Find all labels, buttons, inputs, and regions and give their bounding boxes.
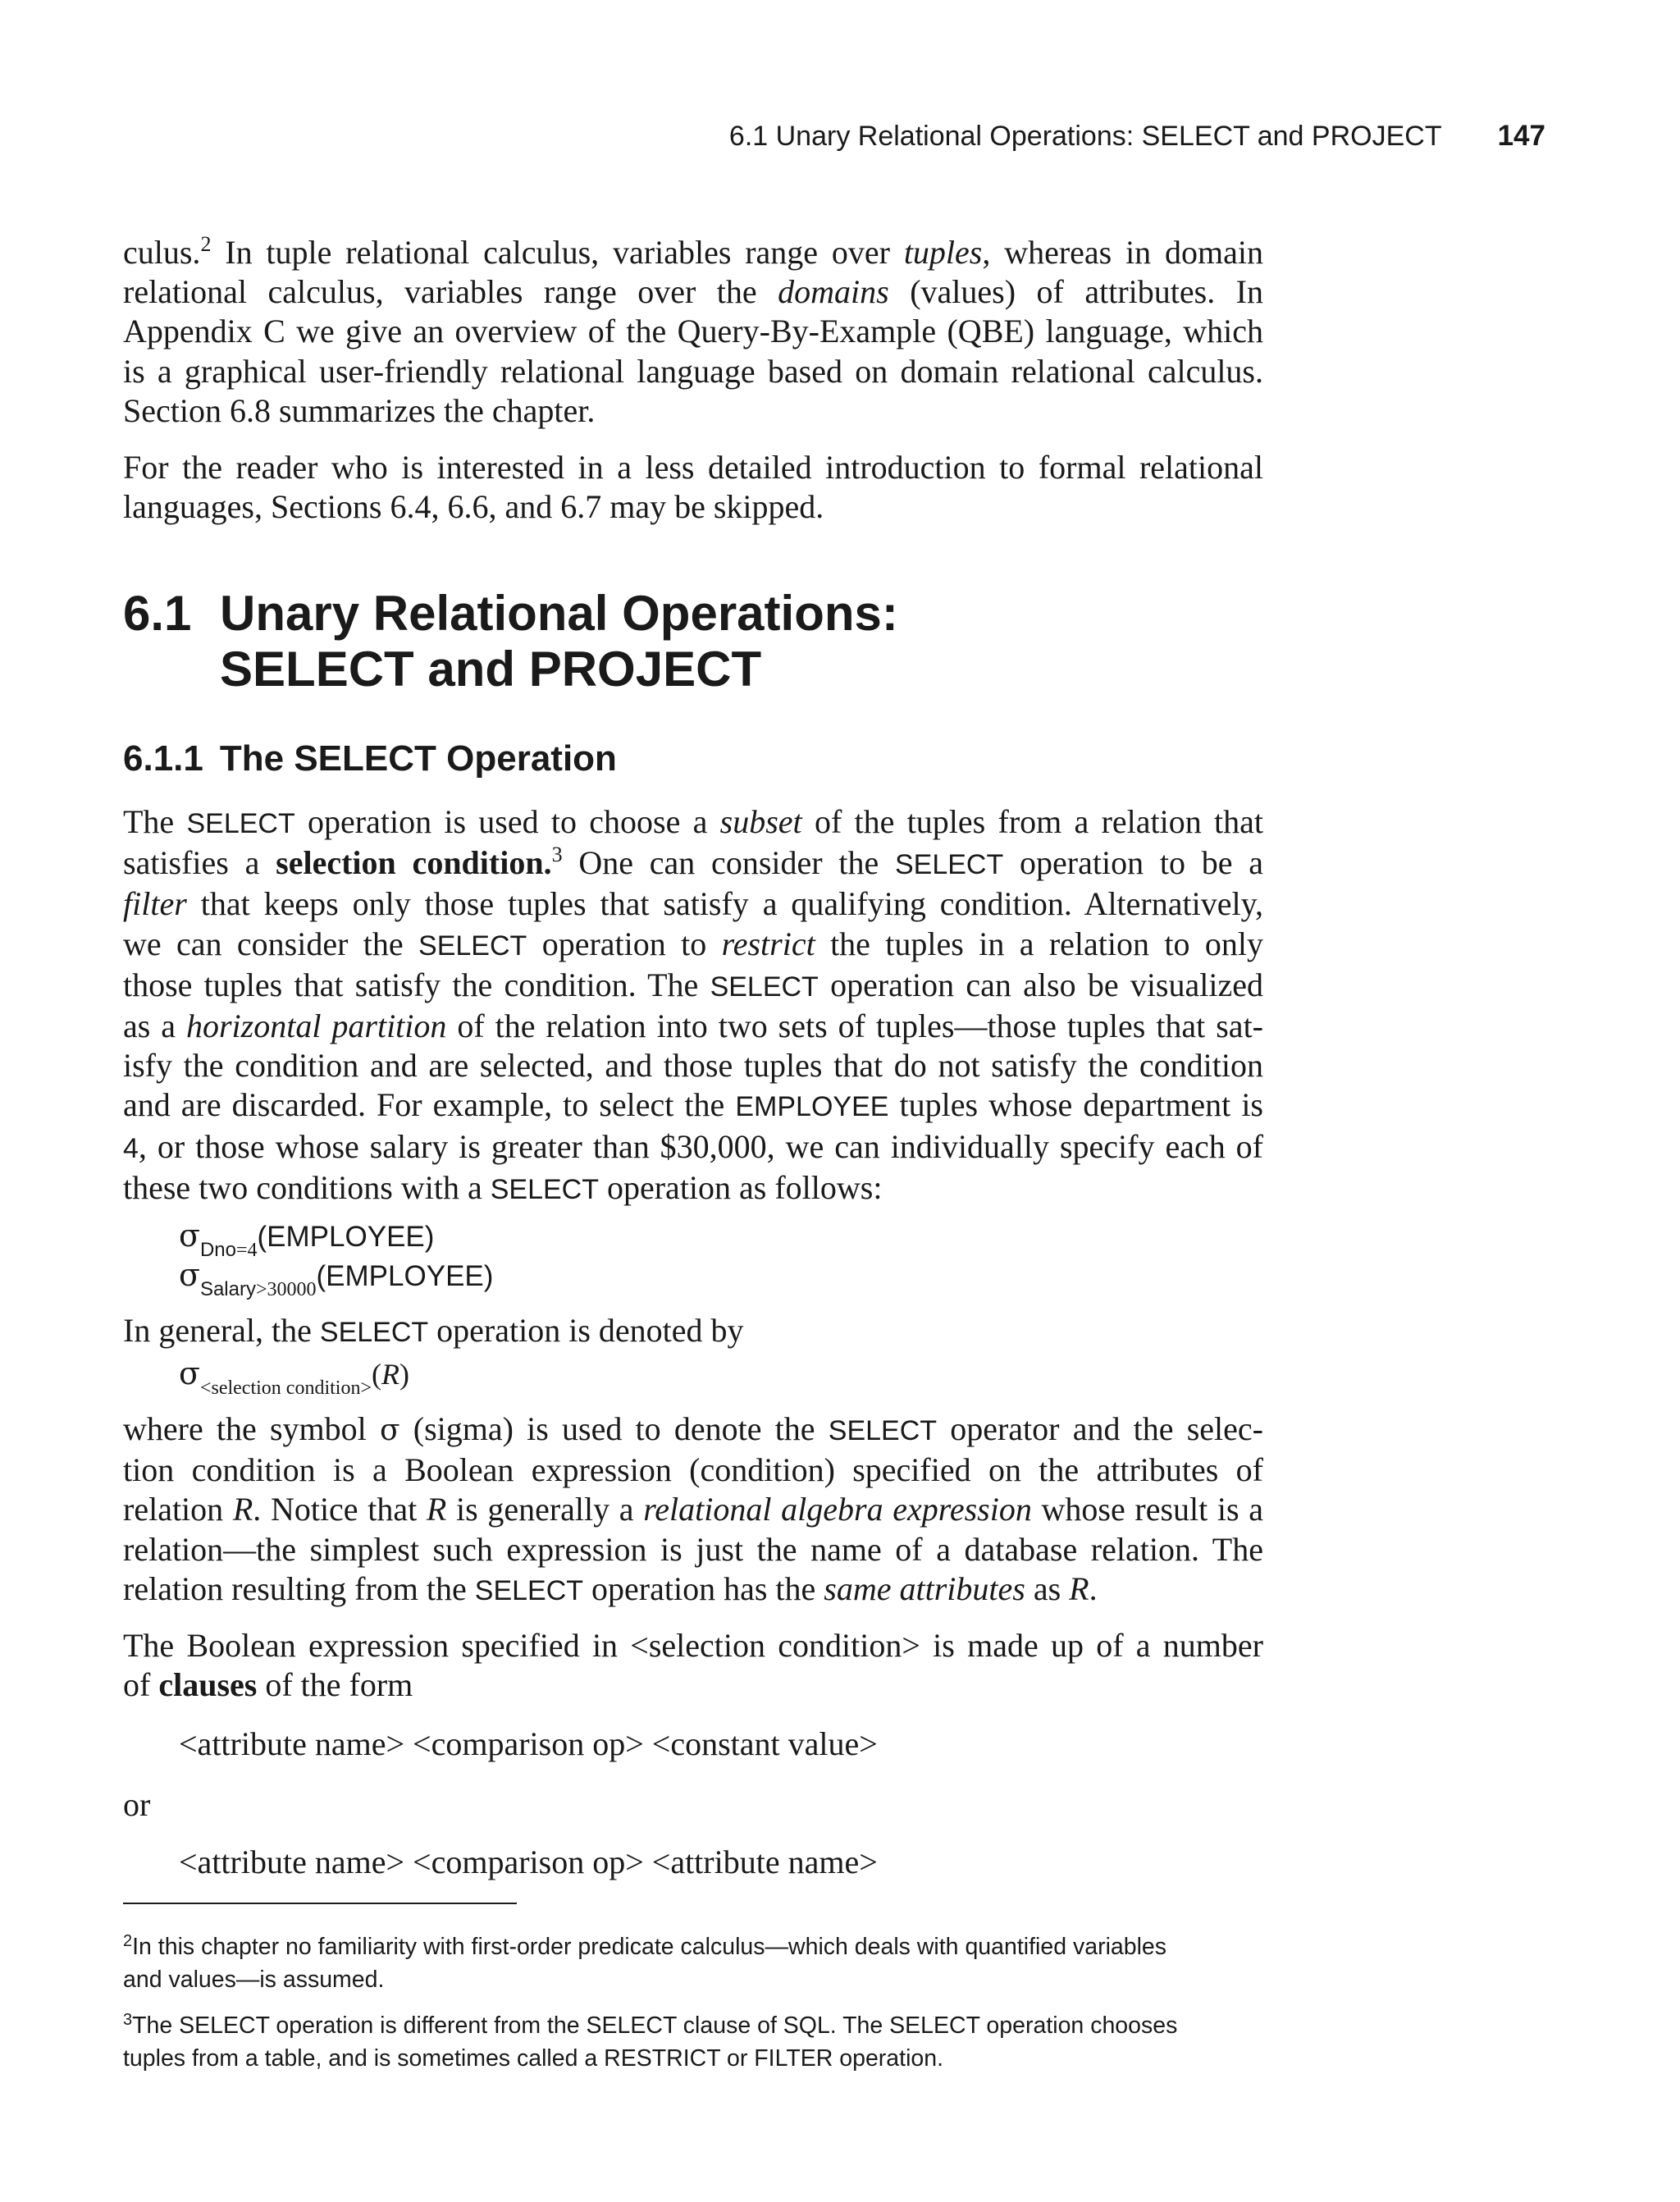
- intro-paragraph-1: culus.$^2$ In tuple relational calculus, variables range over tuples, whereas in domain relational calculus, variables range over the domains (values) of attributes. In Appendix C we give an overview of the Query-By-Example (QBE) language, which is a graphical user-friendly relational language based on domain relational calculus. Section 6.8 summarizes the chapter.: [123, 232, 1263, 429]
- footnote-divider: [123, 1903, 517, 1904]
- subsection-number: 6.1.1: [123, 738, 203, 779]
- clause-form-constant: <attribute name> <comparison op> <constant value>: [179, 1725, 878, 1762]
- select-paragraph: The SELECT operation is used to choose a subset of the tuples from a relation that satisfies a selection condition.$^3$ One can consider the SELECT operation to be a filter that keeps only those tuples that satisfy a qualifying condition. Alternatively, we can consider the SELECT operation to restrict the tuples in a relation to only those tuples that satisfy the condition. The SELECT operation can also be visualized as a horizontal partition of the relation into two sets of tuples—those tuples that sat- isfy the condition and are selected, and those tuples that do not satisfy the condition and are discarded. For example, to select the EMPLOYEE tuples whose department is 4, or those whose salary is greater than $30,000, we can individually specify each of these two conditions with a SELECT operation as follows:: [123, 803, 1264, 1206]
- section-number: 6.1: [123, 586, 192, 641]
- running-head-title: 6.1 Unary Relational Operations: SELECT and PROJECT: [728, 121, 1442, 152]
- footnote-2: $^2$In this chapter no familiarity with first-order predicate calculus—which deals with quantified variables and values—is assumed.: [123, 1932, 1167, 1993]
- or-text: or: [123, 1786, 151, 1823]
- subsection-heading: [123, 738, 617, 779]
- clause-form-attribute: <attribute name> <comparison op> <attribute name>: [179, 1843, 878, 1880]
- footnote-3: $^3$The SELECT operation is different from the SELECT clause of SQL. The SELECT operation chooses tuples from a table, and is sometimes called a RESTRICT or FILTER operation.: [123, 2011, 1178, 2072]
- running-head: [123, 120, 1545, 153]
- section-title-line-1: Unary Relational Operations:: [220, 586, 898, 641]
- section-title-line-2: SELECT and PROJECT: [220, 642, 762, 697]
- footnote-ref-2: 2: [200, 232, 212, 256]
- page-number: 147: [1497, 120, 1545, 152]
- formula-select-salary: $\sigma_{Salary>30000}(EMPLOYEE)$: [179, 1257, 494, 1300]
- subsection-title: The SELECT Operation: [219, 738, 617, 779]
- section-heading: [123, 586, 898, 697]
- general-paragraph: In general, the SELECT operation is denoted by: [123, 1312, 744, 1349]
- footnote-ref-3: 3: [551, 843, 563, 867]
- where-paragraph: where the symbol σ (sigma) is used to denote the SELECT operator and the selec- tion condition is a Boolean expression (condition) specified on the attributes of relation R. Notice that R is generally a relational algebra expression whose result is a relation—the simplest such expression is just the name of a database relation. The relation resulting from the SELECT operation has the same attributes as R.: [123, 1410, 1263, 1607]
- formula-general: $\sigma_{<selection condition>}(R)$: [179, 1355, 409, 1399]
- intro-paragraph-2: For the reader who is interested in a less detailed introduction to formal relational languages, Sections 6.4, 6.6, and 6.7 may be skipped.: [123, 449, 1263, 526]
- formula-select-dno: $\sigma_{Dno=4}(EMPLOYEE)$: [179, 1217, 435, 1261]
- boolean-paragraph: The Boolean expression specified in <selection condition> is made up of a number of clauses of the form: [123, 1627, 1263, 1704]
